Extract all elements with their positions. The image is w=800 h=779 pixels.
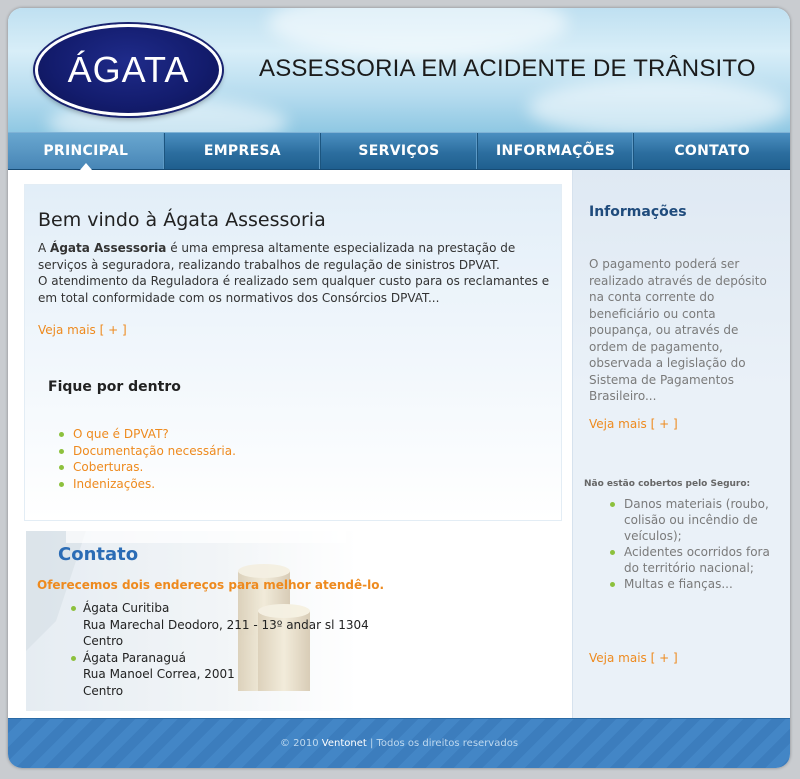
list-item: Danos materiais (roubo, colisão ou incêndio de veículos); xyxy=(606,496,776,544)
main-nav xyxy=(8,132,790,170)
address-street: Rua Marechal Deodoro, 211 - 13º andar sl 1304 xyxy=(83,617,369,632)
sidebar-title: Informações xyxy=(589,204,687,220)
nav-item-contato[interactable]: CONTATO xyxy=(674,143,750,159)
intro-prefix: A xyxy=(38,241,51,255)
address-street: Rua Manoel Correa, 2001 xyxy=(83,667,235,681)
sidebar-info-text: O pagamento poderá ser realizado através de depósito na conta corrente do beneficiário ou conta poupança, ou através de ordem de pagamento, observada a legislação do Sistema de Pagamentos Brasileiro... xyxy=(589,257,767,403)
logo-text: ÁGATA xyxy=(67,49,190,90)
nav-item-servicos[interactable]: SERVIÇOS xyxy=(321,133,478,169)
veja-mais-link[interactable]: Veja mais [ + ] xyxy=(38,323,127,337)
content-area xyxy=(8,170,790,718)
list-item: Acidentes ocorridos fora do território nacional; xyxy=(606,544,776,576)
fique-link-indenizacoes[interactable]: Indenizações. xyxy=(55,476,236,493)
nav-item-informacoes[interactable]: INFORMAÇÕES xyxy=(478,133,635,169)
footer-company-link[interactable]: Ventonet xyxy=(321,738,367,749)
nav-item-empresa[interactable]: EMPRESA xyxy=(165,133,322,169)
welcome-panel xyxy=(24,184,562,521)
contato-subtitle: Oferecemos dois endereços para melhor atendê-lo. xyxy=(37,578,385,592)
address-district: Centro xyxy=(83,634,124,648)
contato-title: Contato xyxy=(58,544,139,565)
welcome-title: Bem vindo à Ágata Assessoria xyxy=(38,209,326,231)
intro-company: Ágata Assessoria xyxy=(50,241,167,255)
fique-por-dentro-title: Fique por dentro xyxy=(48,379,181,395)
logo[interactable] xyxy=(35,24,222,116)
footer xyxy=(8,718,790,768)
page-frame xyxy=(8,8,790,768)
address-list xyxy=(67,600,369,699)
contato-section xyxy=(26,531,574,711)
fique-link-documentacao[interactable]: Documentação necessária. xyxy=(55,443,236,460)
intro-text-2: O atendimento da Reguladora é realizado sem qualquer custo para os reclamantes e em total conformidade com os normativos dos Consórcios DPVAT... xyxy=(38,274,550,305)
fique-link-coberturas[interactable]: Coberturas. xyxy=(55,459,236,476)
sidebar-veja-mais-link[interactable]: Veja mais [ + ] xyxy=(589,417,678,431)
header xyxy=(8,8,790,132)
address-paranagua xyxy=(67,650,369,700)
site-title: ASSESSORIA EM ACIDENTE DE TRÂNSITO xyxy=(259,55,756,82)
nav-item-principal[interactable]: PRINCIPAL xyxy=(8,133,165,169)
nao-cobertos-list xyxy=(606,496,776,592)
intro-text xyxy=(38,240,553,306)
sidebar-veja-mais-link-2[interactable]: Veja mais [ + ] xyxy=(589,651,678,665)
fique-links-list xyxy=(55,426,236,492)
nao-cobertos-title: Não estão cobertos pelo Seguro: xyxy=(584,479,751,489)
fique-link-dpvat[interactable]: O que é DPVAT? xyxy=(55,426,236,443)
address-district: Centro xyxy=(83,683,124,698)
address-name: Ágata Curitiba xyxy=(83,601,170,615)
list-item: Multas e fianças... xyxy=(606,576,776,592)
address-name: Ágata Paranaguá xyxy=(83,650,186,665)
footer-prefix: © 2010 xyxy=(279,738,322,749)
address-curitiba xyxy=(67,600,369,650)
sidebar xyxy=(572,170,790,718)
footer-suffix: | Todos os direitos reservados xyxy=(366,738,519,749)
intro-text-1: é uma empresa altamente especializada na prestação de serviços à seguradora, realizando trabalhos de regulação de sinistros DPVAT. xyxy=(38,241,516,272)
footer-text xyxy=(280,738,518,749)
